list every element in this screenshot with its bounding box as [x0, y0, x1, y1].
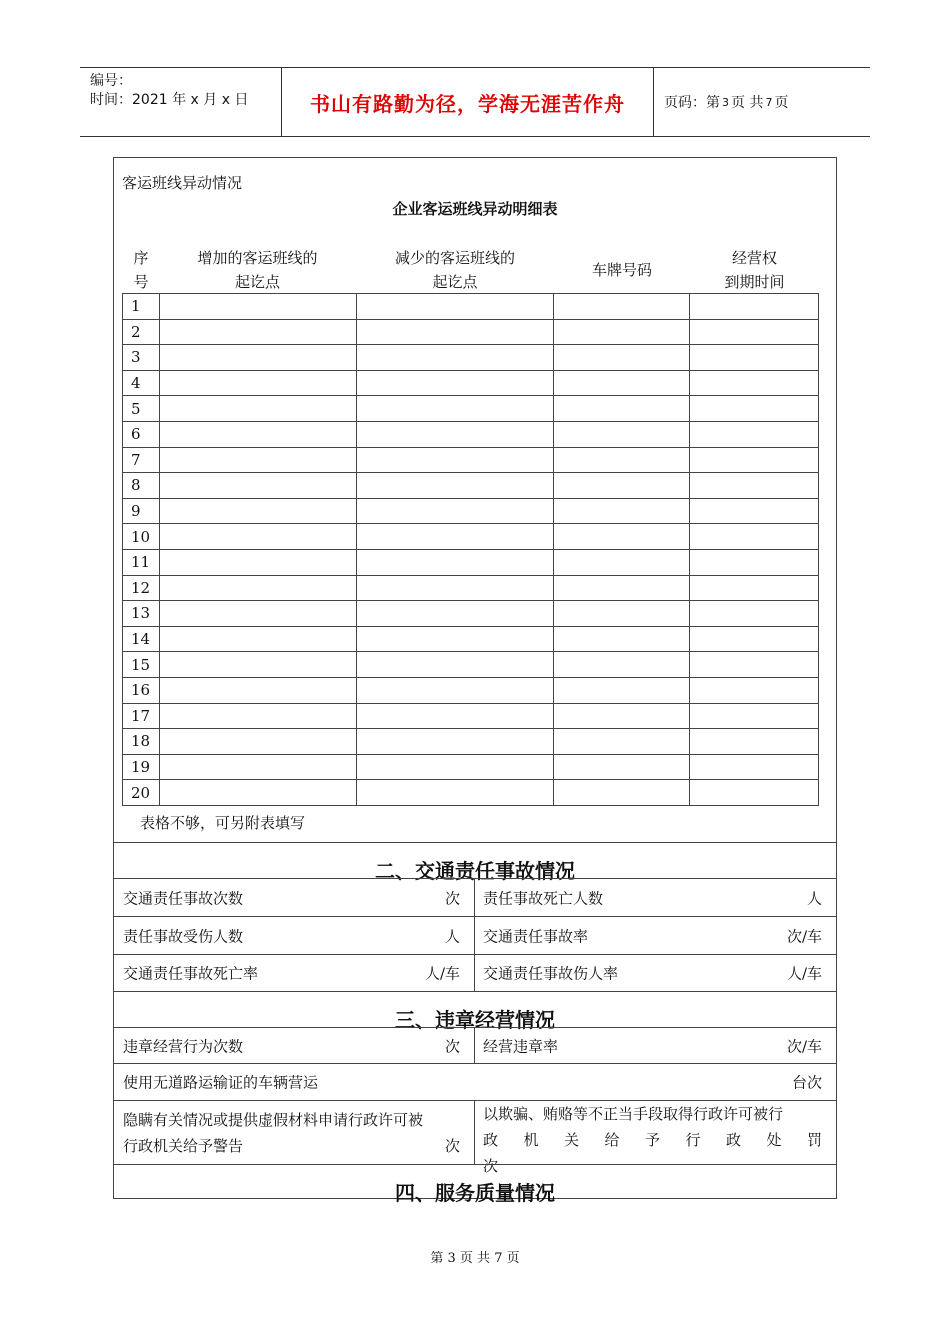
- expiry-cell[interactable]: [690, 549, 819, 575]
- table-row: [123, 549, 819, 575]
- reduced-route-cell[interactable]: [356, 677, 554, 703]
- accident-rate-label: 交通责任事故率: [483, 927, 589, 945]
- page-footer: 第 3 页 共 7 页: [430, 1251, 520, 1266]
- table-row: [123, 729, 819, 755]
- accident-injured-label: 责任事故受伤人数: [123, 927, 244, 945]
- row-number: 8: [123, 473, 160, 499]
- expiry-cell[interactable]: [690, 652, 819, 678]
- reduced-route-cell[interactable]: [356, 294, 554, 320]
- bribery-line-3: 次: [483, 1157, 499, 1175]
- no-permit-unit: 台次: [791, 1073, 822, 1092]
- reduced-route-cell[interactable]: [356, 626, 554, 652]
- header-page-indicator: 页码：第 3 页 共 7 页: [664, 95, 789, 111]
- accident-deaths-unit: 人: [806, 889, 822, 907]
- table-row: [123, 677, 819, 703]
- accident-section-title: 二、交通责任事故情况: [114, 842, 836, 878]
- false-info-line-1: 隐瞒有关情况或提供虚假材料申请行政许可被: [123, 1111, 424, 1129]
- col-header-plate: 车牌号码: [591, 261, 652, 279]
- added-route-cell[interactable]: [159, 370, 356, 396]
- reduced-route-cell[interactable]: [356, 754, 554, 780]
- table-row: [123, 626, 819, 652]
- expiry-cell[interactable]: [690, 370, 819, 396]
- row-number: 13: [123, 601, 160, 627]
- reduced-route-cell[interactable]: [356, 345, 554, 371]
- reduced-route-cell[interactable]: [356, 601, 554, 627]
- table-row: [123, 345, 819, 371]
- row-number: 2: [123, 319, 160, 345]
- table-row: [123, 319, 819, 345]
- header-motto: 书山有路勤为径，学海无涯苦作舟: [282, 68, 654, 136]
- violation-row-1: [114, 1027, 836, 1063]
- col-header-reduced: 减少的客运班线的 起讫点: [394, 249, 515, 291]
- section-label: 客运班线异动情况: [122, 174, 243, 192]
- document-date: 时间：2021 年 x 月 x 日: [90, 92, 249, 108]
- violation-row-2: [114, 1063, 836, 1100]
- reduced-route-cell[interactable]: [356, 370, 554, 396]
- added-route-cell[interactable]: [159, 319, 356, 345]
- reduced-route-cell[interactable]: [356, 729, 554, 755]
- violation-count-unit: 次: [444, 1037, 460, 1055]
- reduced-route-cell[interactable]: [356, 703, 554, 729]
- route-change-table: [122, 293, 819, 806]
- violation-section-title: 三、违章经营情况: [114, 991, 836, 1027]
- report-form: [113, 157, 837, 1205]
- reduced-route-cell[interactable]: [356, 524, 554, 550]
- table-row: [123, 780, 819, 806]
- plate-cell[interactable]: [554, 421, 690, 447]
- row-number: 18: [123, 729, 160, 755]
- expiry-cell[interactable]: [690, 421, 819, 447]
- table-row: [123, 575, 819, 601]
- table-row: [123, 754, 819, 780]
- plate-cell[interactable]: [554, 294, 690, 320]
- added-route-cell[interactable]: [159, 780, 356, 806]
- violation-rate-unit: 次/车: [786, 1037, 822, 1055]
- expiry-cell[interactable]: [690, 396, 819, 422]
- row-number: 3: [123, 345, 160, 371]
- reduced-route-cell[interactable]: [356, 319, 554, 345]
- violation-rate-label: 经营违章率: [483, 1037, 559, 1055]
- row-number: 17: [123, 703, 160, 729]
- expiry-cell[interactable]: [690, 729, 819, 755]
- added-route-cell[interactable]: [159, 626, 356, 652]
- added-route-cell[interactable]: [159, 703, 356, 729]
- accident-count-unit: 次: [444, 889, 460, 907]
- added-route-cell[interactable]: [159, 396, 356, 422]
- row-number: 20: [123, 780, 160, 806]
- expiry-cell[interactable]: [690, 498, 819, 524]
- row-number: 15: [123, 652, 160, 678]
- plate-cell[interactable]: [554, 396, 690, 422]
- accident-deaths-label: 责任事故死亡人数: [483, 889, 604, 907]
- expiry-cell[interactable]: [690, 626, 819, 652]
- expiry-cell[interactable]: [690, 601, 819, 627]
- plate-cell[interactable]: [554, 498, 690, 524]
- accident-death-rate-unit: 人/车: [424, 964, 460, 983]
- added-route-cell[interactable]: [159, 447, 356, 473]
- table-row: [123, 601, 819, 627]
- col-header-seq: 序 号: [133, 249, 149, 291]
- plate-cell[interactable]: [554, 703, 690, 729]
- plate-cell[interactable]: [554, 345, 690, 371]
- footer-page-current: 3: [447, 1251, 456, 1266]
- row-number: 11: [123, 549, 160, 575]
- row-number: 19: [123, 754, 160, 780]
- reduced-route-cell[interactable]: [356, 780, 554, 806]
- row-number: 7: [123, 447, 160, 473]
- table-title: 企业客运班线异动明细表: [392, 200, 558, 218]
- false-info-unit: 次: [444, 1137, 460, 1155]
- plate-cell[interactable]: [554, 754, 690, 780]
- plate-cell[interactable]: [554, 677, 690, 703]
- header-page-current: 3: [722, 95, 729, 109]
- row-number: 12: [123, 575, 160, 601]
- footer-page-total: 7: [494, 1251, 503, 1266]
- accident-count-label: 交通责任事故次数: [123, 889, 244, 907]
- added-route-cell[interactable]: [159, 754, 356, 780]
- reduced-route-cell[interactable]: [356, 549, 554, 575]
- expiry-cell[interactable]: [690, 754, 819, 780]
- plate-cell[interactable]: [554, 370, 690, 396]
- reduced-route-cell[interactable]: [356, 652, 554, 678]
- expiry-cell[interactable]: [690, 294, 819, 320]
- reduced-route-cell[interactable]: [356, 498, 554, 524]
- expiry-cell[interactable]: [690, 703, 819, 729]
- reduced-route-cell[interactable]: [356, 473, 554, 499]
- violation-row-3: [114, 1100, 836, 1175]
- reduced-route-cell[interactable]: [356, 447, 554, 473]
- added-route-cell[interactable]: [159, 294, 356, 320]
- plate-cell[interactable]: [554, 729, 690, 755]
- added-route-cell[interactable]: [159, 345, 356, 371]
- added-route-cell[interactable]: [159, 677, 356, 703]
- row-number: 10: [123, 524, 160, 550]
- added-route-cell[interactable]: [159, 473, 356, 499]
- expiry-cell[interactable]: [690, 575, 819, 601]
- accident-row-1: [114, 878, 836, 916]
- header-meta: [80, 68, 282, 136]
- plate-cell[interactable]: [554, 447, 690, 473]
- accident-injury-rate-label: 交通责任事故伤人率: [483, 964, 619, 983]
- page-header: [80, 67, 870, 137]
- plate-cell[interactable]: [554, 601, 690, 627]
- table-note: 表格不够，可另附表填写: [140, 814, 306, 832]
- added-route-cell[interactable]: [159, 652, 356, 678]
- bribery-line-2: 政 机 关 给 予 行 政 处 罚: [483, 1131, 822, 1149]
- accident-injured-unit: 人: [444, 927, 460, 945]
- added-route-cell[interactable]: [159, 524, 356, 550]
- no-permit-label: 使用无道路运输证的车辆营运: [123, 1073, 319, 1092]
- row-number: 6: [123, 421, 160, 447]
- table-row: [123, 396, 819, 422]
- added-route-cell[interactable]: [159, 575, 356, 601]
- expiry-cell[interactable]: [690, 345, 819, 371]
- reduced-route-cell[interactable]: [356, 421, 554, 447]
- violation-count-label: 违章经营行为次数: [123, 1037, 244, 1055]
- reduced-route-cell[interactable]: [356, 396, 554, 422]
- plate-cell[interactable]: [554, 549, 690, 575]
- table-row: [123, 370, 819, 396]
- accident-row-3: [114, 954, 836, 991]
- col-header-expiry: 经营权 到期时间: [724, 249, 785, 291]
- table-row: [123, 473, 819, 499]
- plate-cell[interactable]: [554, 780, 690, 806]
- plate-cell[interactable]: [554, 626, 690, 652]
- row-number: 14: [123, 626, 160, 652]
- row-number: 1: [123, 294, 160, 320]
- table-row: [123, 524, 819, 550]
- col-header-added: 增加的客运班线的 起讫点: [197, 249, 318, 291]
- header-page-total: 7: [765, 95, 773, 109]
- service-section-title: 四、服务质量情况: [114, 1164, 836, 1198]
- accident-injury-rate-unit: 人/车: [786, 964, 822, 983]
- false-info-line-2: 行政机关给予警告: [123, 1137, 244, 1155]
- accident-rate-unit: 次/车: [786, 927, 822, 945]
- expiry-cell[interactable]: [690, 447, 819, 473]
- accident-row-2: [114, 916, 836, 954]
- table-row: [123, 498, 819, 524]
- expiry-cell[interactable]: [690, 780, 819, 806]
- row-number: 9: [123, 498, 160, 524]
- bribery-line-1: 以欺骗、贿赂等不正当手段取得行政许可被行: [483, 1105, 784, 1123]
- reduced-route-cell[interactable]: [356, 575, 554, 601]
- added-route-cell[interactable]: [159, 421, 356, 447]
- expiry-cell[interactable]: [690, 473, 819, 499]
- expiry-cell[interactable]: [690, 524, 819, 550]
- expiry-cell[interactable]: [690, 677, 819, 703]
- added-route-cell[interactable]: [159, 601, 356, 627]
- plate-cell[interactable]: [554, 575, 690, 601]
- row-number: 16: [123, 677, 160, 703]
- plate-cell[interactable]: [554, 524, 690, 550]
- added-route-cell[interactable]: [159, 498, 356, 524]
- plate-cell[interactable]: [554, 319, 690, 345]
- table-row: [123, 703, 819, 729]
- table-row: [123, 652, 819, 678]
- expiry-cell[interactable]: [690, 319, 819, 345]
- added-route-cell[interactable]: [159, 729, 356, 755]
- table-row: [123, 447, 819, 473]
- document-number-label: 编号：: [90, 73, 132, 89]
- table-row: [123, 294, 819, 320]
- plate-cell[interactable]: [554, 473, 690, 499]
- plate-cell[interactable]: [554, 652, 690, 678]
- row-number: 5: [123, 396, 160, 422]
- table-row: [123, 421, 819, 447]
- accident-death-rate-label: 交通责任事故死亡率: [123, 964, 259, 983]
- added-route-cell[interactable]: [159, 549, 356, 575]
- row-number: 4: [123, 370, 160, 396]
